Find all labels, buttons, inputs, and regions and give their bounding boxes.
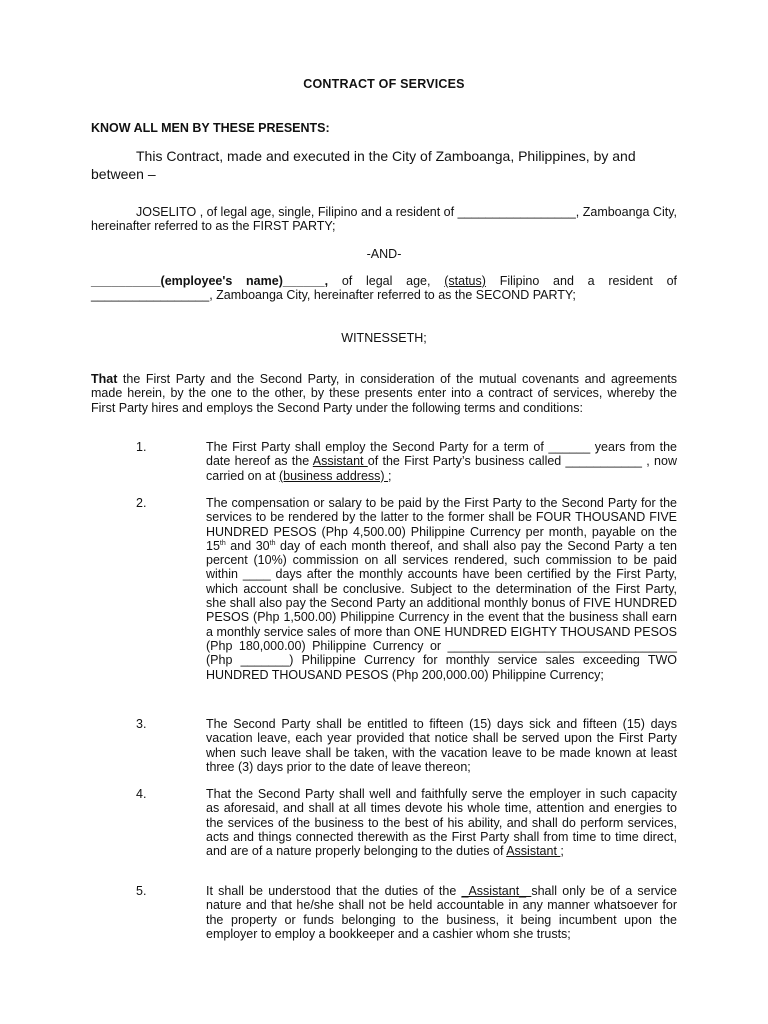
second-party-residence-blank: _________________	[91, 288, 210, 303]
amount-words-blank: _________________________________	[447, 638, 677, 653]
and-separator: -AND-	[366, 247, 402, 261]
item-1-text: The First Party shall employ the Second Party for a term of ______ years from the date hereof as the Assistant of the First Party’s business called ___________ , now carried on at (business address) ;	[206, 440, 677, 483]
first-party-name: JOSELITO	[136, 205, 197, 219]
item-number-2: 2.	[136, 496, 147, 510]
status-field: (status)	[444, 274, 486, 288]
item-number-3: 3.	[136, 717, 147, 731]
duties-position-field-2: _Assistant_	[461, 884, 532, 898]
employee-name-field: __________(employee's name)______,	[91, 274, 329, 288]
amount-php-blank: _______	[240, 653, 290, 668]
business-address-field: (business address)	[278, 468, 389, 483]
position-field: Assistant	[312, 454, 368, 469]
heading-know-all-men: KNOW ALL MEN BY THESE PRESENTS:	[91, 121, 330, 135]
intro-paragraph: This Contract, made and executed in the City of Zamboanga, Philippines, by and between –	[91, 148, 636, 182]
duties-position-field: Assistant	[506, 844, 561, 859]
item-number-1: 1.	[136, 440, 147, 454]
business-name-blank: ___________	[565, 454, 643, 469]
years-blank: ______	[548, 440, 591, 454]
that-lead-word: That	[91, 372, 118, 386]
first-party-paragraph: JOSELITO , of legal age, single, Filipino and a resident of _________________, Zamboanga City, hereinafter referred to as the FIRST PARTY;	[91, 205, 678, 234]
item-5-text: It shall be understood that the duties of the _Assistant_ shall only be of a service nature and that he/she shall not be held accountable in any manner whatsoever for the property or funds belonging to the business, it being incumbent upon the employer to employ a bookkeeper and a cashier whom she trusts;	[206, 884, 677, 941]
item-number-4: 4.	[136, 787, 147, 801]
that-paragraph: That the First Party and the Second Party, in consideration of the mutual covenants and agreements made herein, by the one to the other, by these presents enter into a contract of services, whereby the First Party hires and employs the Second Party under the following terms and conditions:	[91, 372, 677, 415]
commission-days-blank: ____	[242, 567, 271, 582]
item-number-5: 5.	[136, 884, 147, 898]
first-party-residence-blank: _________________	[457, 205, 576, 219]
document-title: CONTRACT OF SERVICES	[303, 77, 465, 91]
item-2-text: The compensation or salary to be paid by the First Party to the Second Party for the services to be rendered by the latter to the former shall be FOUR THOUSAND FIVE HUNDRED PESOS (Php 4,500.00) Philippine Currency per month, payable on the 15th and 30th day of each month thereof, and shall also pay the Second Party a ten percent (10%) commission on all services rendered, such commission to be paid within ____ days after the monthly accounts have been certified by the First Party, which account shall be conclusive. Subject to the determination of the First Party, she shall also pay the Second Party an additional monthly bonus of FIVE HUNDRED PESOS (Php 1,500.00) Philippine Currency in the event that the business shall earn a monthly service sales of more than ONE HUNDRED EIGHTY THOUSAND PESOS (Php 180,000.00) Philippine Currency or _________________________________ (Php _______) Philippine Currency for monthly service sales exceeding TWO HUNDRED THOUSAND PESOS (Php 200,000.00) Philippine Currency;	[206, 496, 678, 682]
witnesseth-heading: WITNESSETH;	[341, 331, 427, 345]
item-4-text: That the Second Party shall well and faithfully serve the employer in such capacity as aforesaid, and shall at all times devote his whole time, attention and energies to the services of the business to the best of his ability, and shall do perform services, acts and things connected therewith as the First Party shall from time to time direct, and are of a nature properly belonging to the duties of Assistant ;	[206, 787, 677, 859]
second-party-paragraph: __________(employee's name)______, of legal age, (status) Filipino and a resident of _________________, Zamboanga City, hereinafter referred to as the SECOND PARTY;	[91, 274, 678, 303]
item-3-text: The Second Party shall be entitled to fifteen (15) days sick and fifteen (15) days vacation leave, each year provided that notice shall be served upon the First Party when such leave shall be taken, with the vacation leave to be made known at least three (3) days prior to the date of leave thereon;	[206, 717, 677, 774]
